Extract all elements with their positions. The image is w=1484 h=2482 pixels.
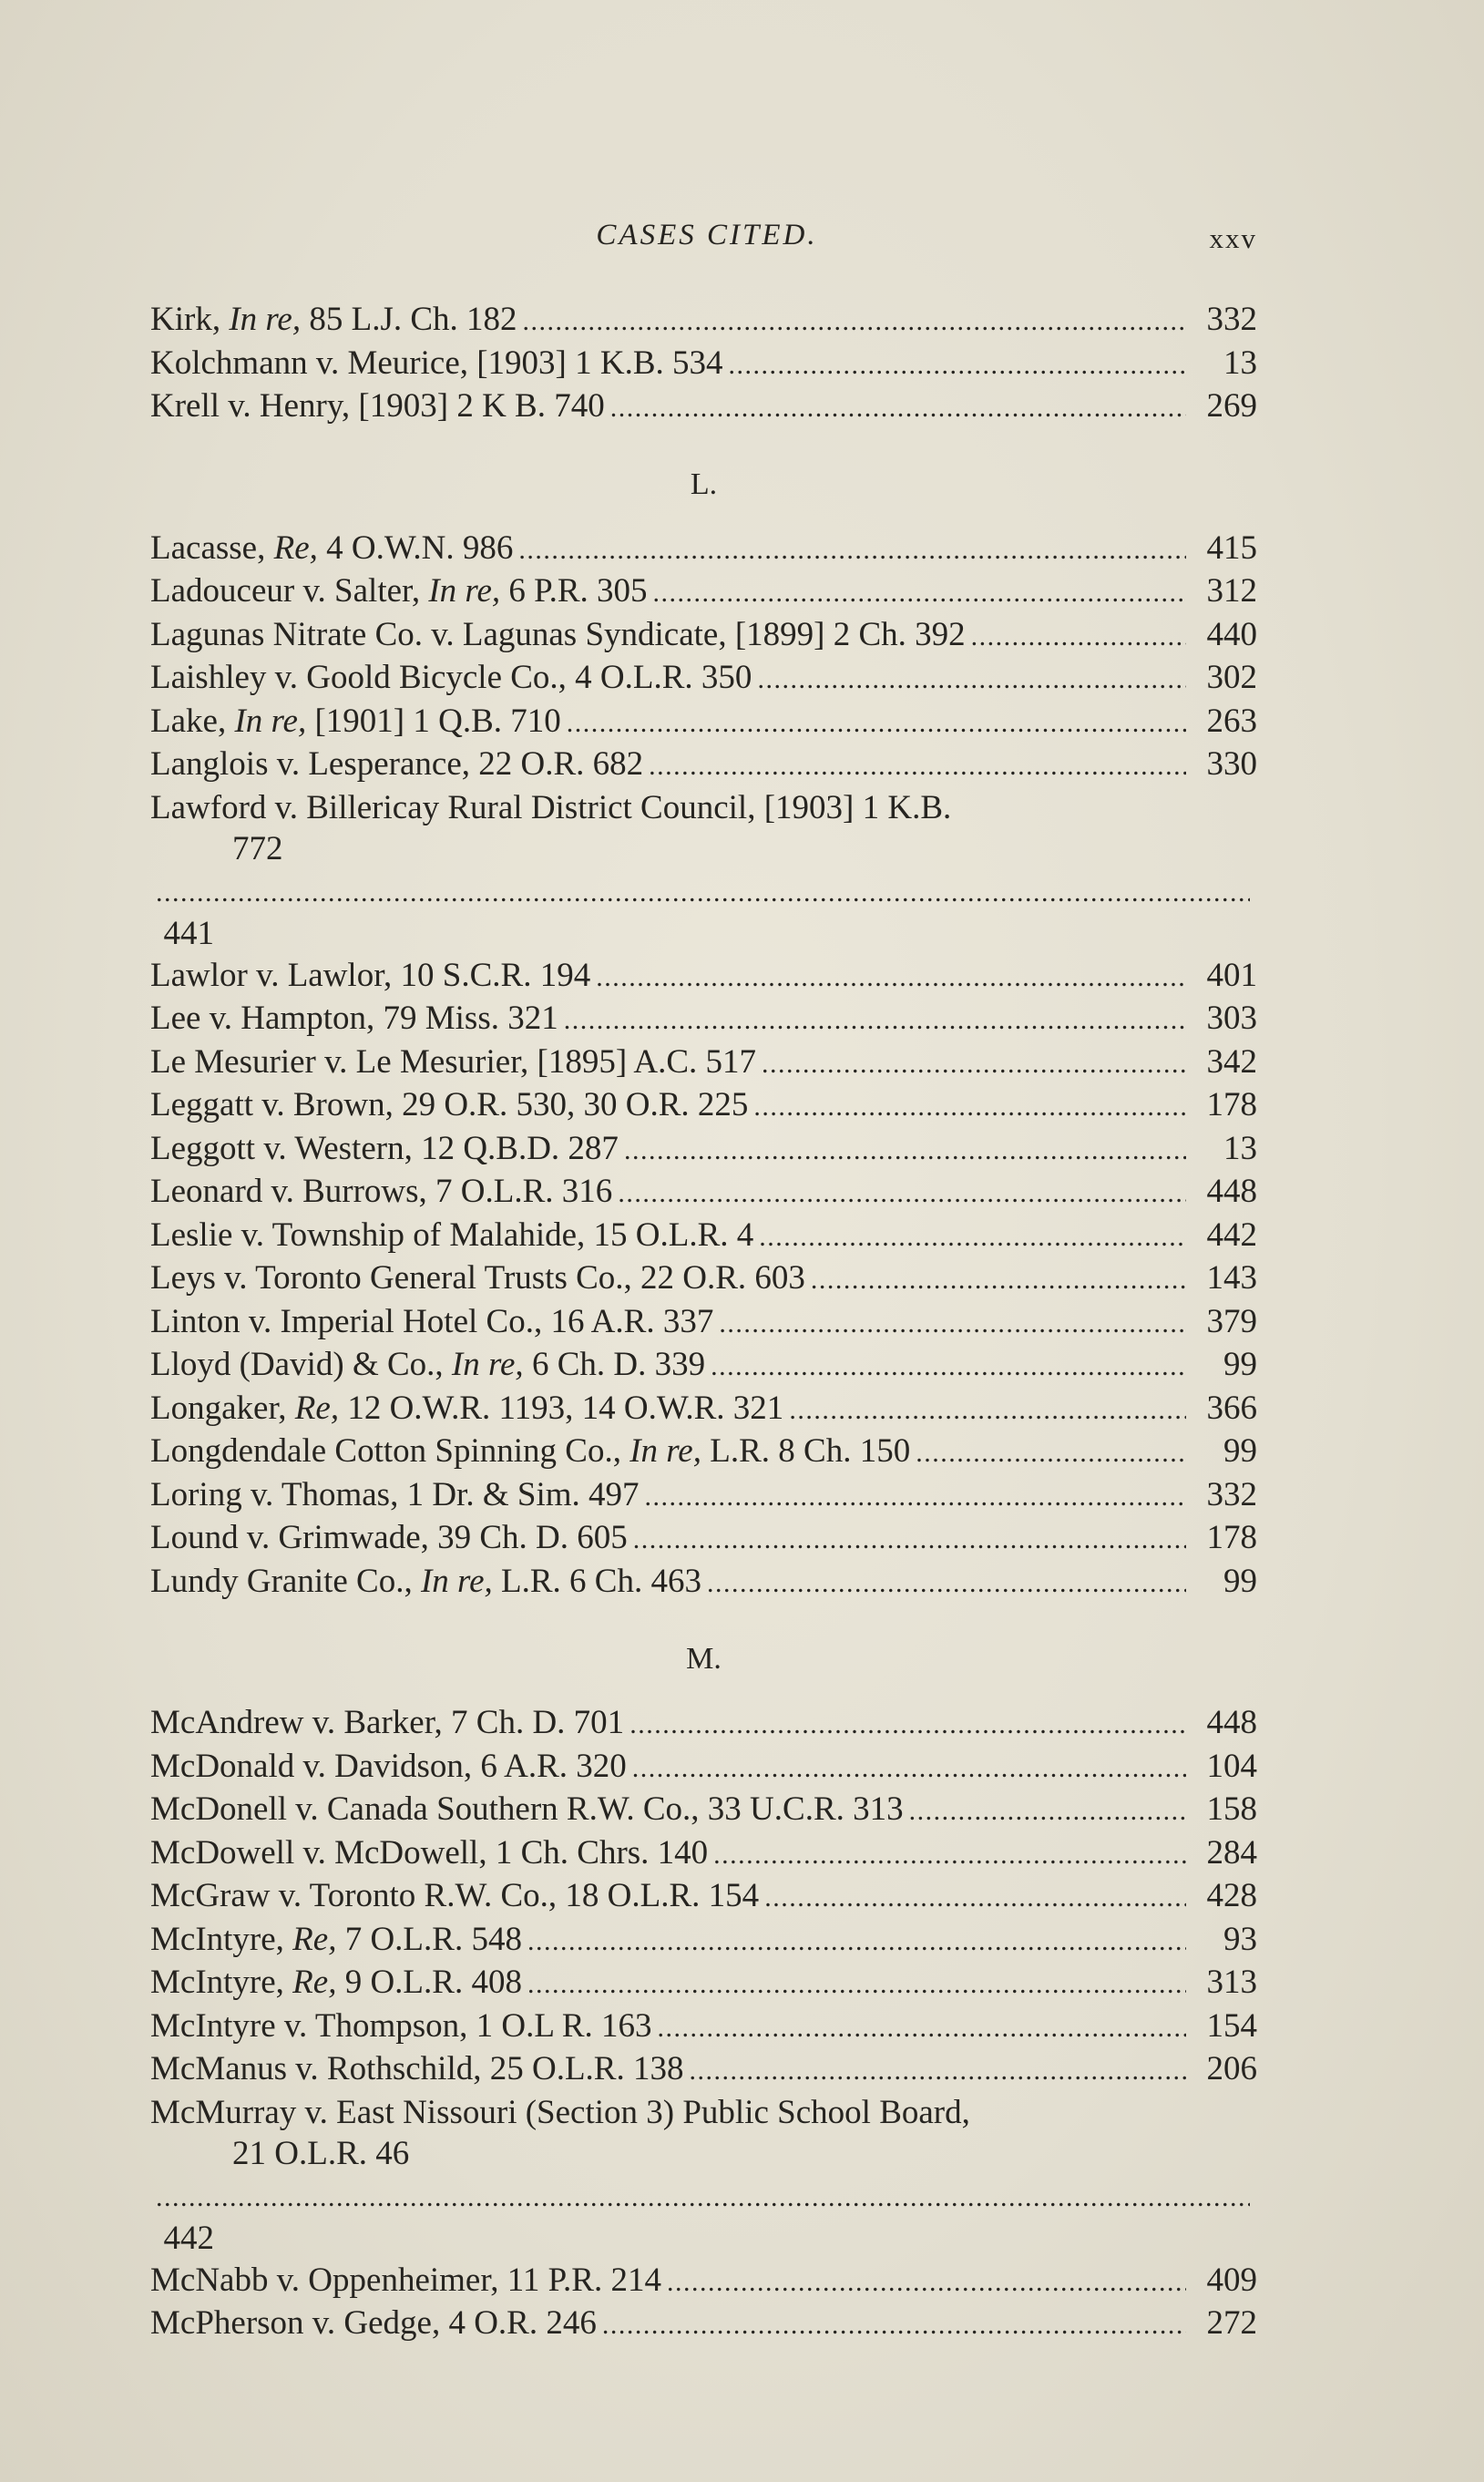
case-entry — [150, 2005, 1257, 2049]
index-section — [150, 299, 1257, 429]
dot-leader — [789, 1388, 1186, 1431]
case-entry — [150, 2092, 1257, 2260]
dot-leader — [624, 1128, 1186, 1172]
case-entry — [150, 1746, 1257, 1790]
case-citation: Le Mesurier v. Le Mesurier, [1895] A.C. 517 — [150, 1042, 757, 1081]
section-letter: L. — [690, 467, 718, 501]
case-citation: Lake, In re, [1901] 1 Q.B. 710 — [150, 702, 561, 740]
case-entry — [150, 385, 1257, 429]
case-entry — [150, 955, 1257, 999]
dot-leader — [567, 701, 1186, 744]
running-title: CASES CITED. — [596, 219, 818, 251]
case-citation: Ladouceur v. Salter, In re, 6 P.R. 305 — [150, 572, 648, 610]
case-citation: McDonald v. Davidson, 6 A.R. 320 — [150, 1747, 627, 1785]
case-citation: Laishley v. Goold Bicycle Co., 4 O.L.R. 350 — [150, 659, 752, 696]
dot-leader — [610, 385, 1186, 429]
case-page-number: 154 — [1206, 2006, 1257, 2045]
case-entry — [150, 299, 1257, 343]
case-entry — [150, 1084, 1257, 1128]
case-citation: Lloyd (David) & Co., In re, 6 Ch. D. 339 — [150, 1346, 706, 1383]
page-number: xxv — [1209, 222, 1257, 254]
dot-leader — [719, 1301, 1186, 1345]
case-page-number: 13 — [1223, 1129, 1257, 1167]
dot-leader — [527, 1962, 1186, 2005]
case-citation: McGraw v. Toronto R.W. Co., 18 O.L.R. 154 — [150, 1877, 760, 1914]
case-page-number: 178 — [1206, 1086, 1257, 1123]
case-entry — [150, 1128, 1257, 1172]
case-entry — [150, 1919, 1257, 1963]
case-citation: McDowell v. McDowell, 1 Ch. Chrs. 140 — [150, 1833, 709, 1872]
dot-leader — [632, 1746, 1186, 1790]
case-entry — [150, 1702, 1257, 1746]
dot-leader — [658, 2005, 1186, 2049]
case-citation: Krell v. Henry, [1903] 2 K B. 740 — [150, 387, 605, 425]
case-citation: Loring v. Thomas, 1 Dr. & Sim. 497 — [150, 1475, 640, 1513]
dot-leader — [759, 1215, 1186, 1258]
dot-leader — [916, 1431, 1186, 1474]
case-entry — [150, 1875, 1257, 1919]
case-page-number: 272 — [1206, 2304, 1257, 2342]
case-citation: Lawlor v. Lawlor, 10 S.C.R. 194 — [150, 956, 591, 994]
case-page-number: 448 — [1206, 1173, 1257, 1210]
case-entry — [150, 1171, 1257, 1215]
case-page-number: 332 — [1206, 301, 1257, 338]
case-entry — [150, 1215, 1257, 1258]
dot-leader — [156, 2175, 1250, 2219]
case-page-number: 379 — [1206, 1302, 1257, 1340]
case-citation: Lee v. Hampton, 79 Miss. 321 — [150, 1000, 558, 1037]
cases-cited-index — [150, 299, 1257, 2346]
case-page-number: 332 — [1206, 1475, 1257, 1513]
case-entry — [150, 528, 1257, 571]
case-citation: Lagunas Nitrate Co. v. Lagunas Syndicate, [1899] 2 Ch. 392 — [150, 615, 966, 653]
case-entry — [150, 657, 1257, 701]
dot-leader — [753, 1084, 1186, 1128]
dot-leader — [564, 998, 1186, 1041]
dot-leader — [711, 1344, 1186, 1388]
dot-leader — [596, 955, 1186, 999]
case-citation: Longaker, Re, 12 O.W.R. 1193, 14 O.W.R. 321 — [150, 1389, 784, 1427]
case-page-number: 178 — [1206, 1519, 1257, 1556]
case-citation: McIntyre v. Thompson, 1 O.L R. 163 — [150, 2006, 652, 2045]
case-page-number: 104 — [1206, 1747, 1257, 1785]
case-page-number: 448 — [1206, 1704, 1257, 1741]
case-entry — [150, 1388, 1257, 1431]
dot-leader — [618, 1171, 1186, 1215]
dot-leader — [713, 1832, 1186, 1876]
case-page-number: 342 — [1206, 1042, 1257, 1081]
case-entry — [150, 787, 1257, 955]
dot-leader — [649, 744, 1186, 787]
case-page-number: 401 — [1206, 956, 1257, 994]
case-entry — [150, 2303, 1257, 2346]
case-entry — [150, 343, 1257, 386]
case-page-number: 269 — [1206, 387, 1257, 425]
dot-leader — [156, 870, 1250, 914]
case-page-number: 93 — [1223, 1920, 1257, 1958]
case-citation: Leys v. Toronto General Trusts Co., 22 O.R. 603 — [150, 1259, 805, 1297]
case-page-number: 263 — [1206, 702, 1257, 740]
case-page-number: 313 — [1206, 1964, 1257, 2001]
case-citation: McPherson v. Gedge, 4 O.R. 246 — [150, 2304, 597, 2342]
dot-leader — [707, 1561, 1186, 1605]
case-citation: McManus v. Rothschild, 25 O.L.R. 138 — [150, 2050, 684, 2087]
case-page-number: 428 — [1206, 1877, 1257, 1914]
case-page-number: 302 — [1206, 659, 1257, 696]
case-entry — [150, 570, 1257, 614]
case-entry — [150, 2048, 1257, 2092]
dot-leader — [527, 1919, 1186, 1963]
page-header — [157, 219, 1257, 264]
case-page-number: 330 — [1206, 745, 1257, 783]
case-page-number: 442 — [163, 2220, 214, 2257]
section-letter: M. — [686, 1642, 722, 1676]
index-section — [150, 1638, 1257, 2346]
case-citation: McDonell v. Canada Southern R.W. Co., 33 U.C.R. 313 — [150, 1790, 904, 1828]
case-page-number: 366 — [1206, 1389, 1257, 1427]
case-entry — [150, 1789, 1257, 1832]
dot-leader — [971, 614, 1186, 658]
case-citation: Lound v. Grimwade, 39 Ch. D. 605 — [150, 1519, 628, 1556]
case-entry — [150, 1301, 1257, 1345]
case-page-number: 99 — [1223, 1346, 1257, 1383]
case-citation: Leonard v. Burrows, 7 O.L.R. 316 — [150, 1173, 613, 1210]
case-citation: Lacasse, Re, 4 O.W.N. 986 — [150, 528, 514, 567]
dot-leader — [602, 2303, 1186, 2346]
case-page-number: 13 — [1223, 344, 1257, 382]
dot-leader — [811, 1257, 1186, 1301]
case-page-number: 409 — [1206, 2261, 1257, 2299]
case-citation: Kolchmann v. Meurice, [1903] 1 K.B. 534 — [150, 344, 723, 382]
dot-leader — [629, 1702, 1186, 1746]
case-entry — [150, 1041, 1257, 1085]
case-citation: Leggatt v. Brown, 29 O.R. 530, 30 O.R. 225 — [150, 1086, 749, 1123]
dot-leader — [729, 343, 1186, 386]
case-entry — [150, 1431, 1257, 1474]
case-page-number: 440 — [1206, 615, 1257, 653]
case-citation: Leggott v. Western, 12 Q.B.D. 287 — [150, 1129, 619, 1167]
dot-leader — [645, 1474, 1187, 1518]
case-entry — [150, 1474, 1257, 1518]
case-entry — [150, 1561, 1257, 1605]
case-citation: Langlois v. Lesperance, 22 O.R. 682 — [150, 745, 644, 783]
dot-leader — [762, 1041, 1186, 1085]
dot-leader — [689, 2048, 1186, 2092]
case-citation: McAndrew v. Barker, 7 Ch. D. 701 — [150, 1704, 625, 1741]
case-page-number: 441 — [163, 915, 214, 952]
case-citation: McIntyre, Re, 9 O.L.R. 408 — [150, 1964, 522, 2001]
case-page-number: 442 — [1206, 1215, 1257, 1254]
case-entry — [150, 1257, 1257, 1301]
case-entry — [150, 1344, 1257, 1388]
dot-leader — [518, 528, 1186, 571]
case-page-number: 143 — [1206, 1259, 1257, 1297]
case-entry — [150, 1517, 1257, 1561]
case-entry — [150, 2260, 1257, 2303]
case-page-number: 284 — [1206, 1833, 1257, 1872]
dot-leader — [764, 1875, 1186, 1919]
case-citation: Kirk, In re, 85 L.J. Ch. 182 — [150, 301, 517, 338]
case-citation: McIntyre, Re, 7 O.L.R. 548 — [150, 1920, 522, 1958]
case-entry — [150, 614, 1257, 658]
case-entry — [150, 1962, 1257, 2005]
case-page-number: 415 — [1206, 528, 1257, 567]
case-page-number: 99 — [1223, 1432, 1257, 1470]
case-citation: Lawford v. Billericay Rural District Council, [1903] 1 K.B. — [150, 788, 952, 826]
dot-leader — [757, 657, 1186, 701]
index-section — [150, 464, 1257, 1605]
dot-leader — [523, 299, 1186, 343]
case-entry — [150, 998, 1257, 1041]
case-page-number: 99 — [1223, 1562, 1257, 1600]
case-citation: McMurray v. East Nissouri (Section 3) Public School Board, — [150, 2093, 970, 2131]
dot-leader — [633, 1517, 1186, 1561]
case-page-number: 312 — [1206, 572, 1257, 610]
case-entry — [150, 1832, 1257, 1876]
case-citation: Linton v. Imperial Hotel Co., 16 A.R. 337 — [150, 1302, 714, 1340]
case-entry — [150, 744, 1257, 787]
case-entry — [150, 701, 1257, 744]
case-citation: Lundy Granite Co., In re, L.R. 6 Ch. 463 — [150, 1562, 701, 1600]
case-citation: Leslie v. Township of Malahide, 15 O.L.R. 4 — [150, 1215, 754, 1254]
case-citation-continued: 772 — [232, 830, 283, 867]
dot-leader — [909, 1789, 1186, 1832]
dot-leader — [667, 2260, 1186, 2303]
dot-leader — [653, 570, 1186, 614]
case-page-number: 158 — [1206, 1790, 1257, 1828]
case-page-number: 303 — [1206, 1000, 1257, 1037]
case-citation-continued: 21 O.L.R. 46 — [232, 2135, 410, 2172]
case-page-number: 206 — [1206, 2050, 1257, 2087]
case-citation: McNabb v. Oppenheimer, 11 P.R. 214 — [150, 2261, 661, 2299]
case-citation: Longdendale Cotton Spinning Co., In re, L.R. 8 Ch. 150 — [150, 1432, 911, 1470]
